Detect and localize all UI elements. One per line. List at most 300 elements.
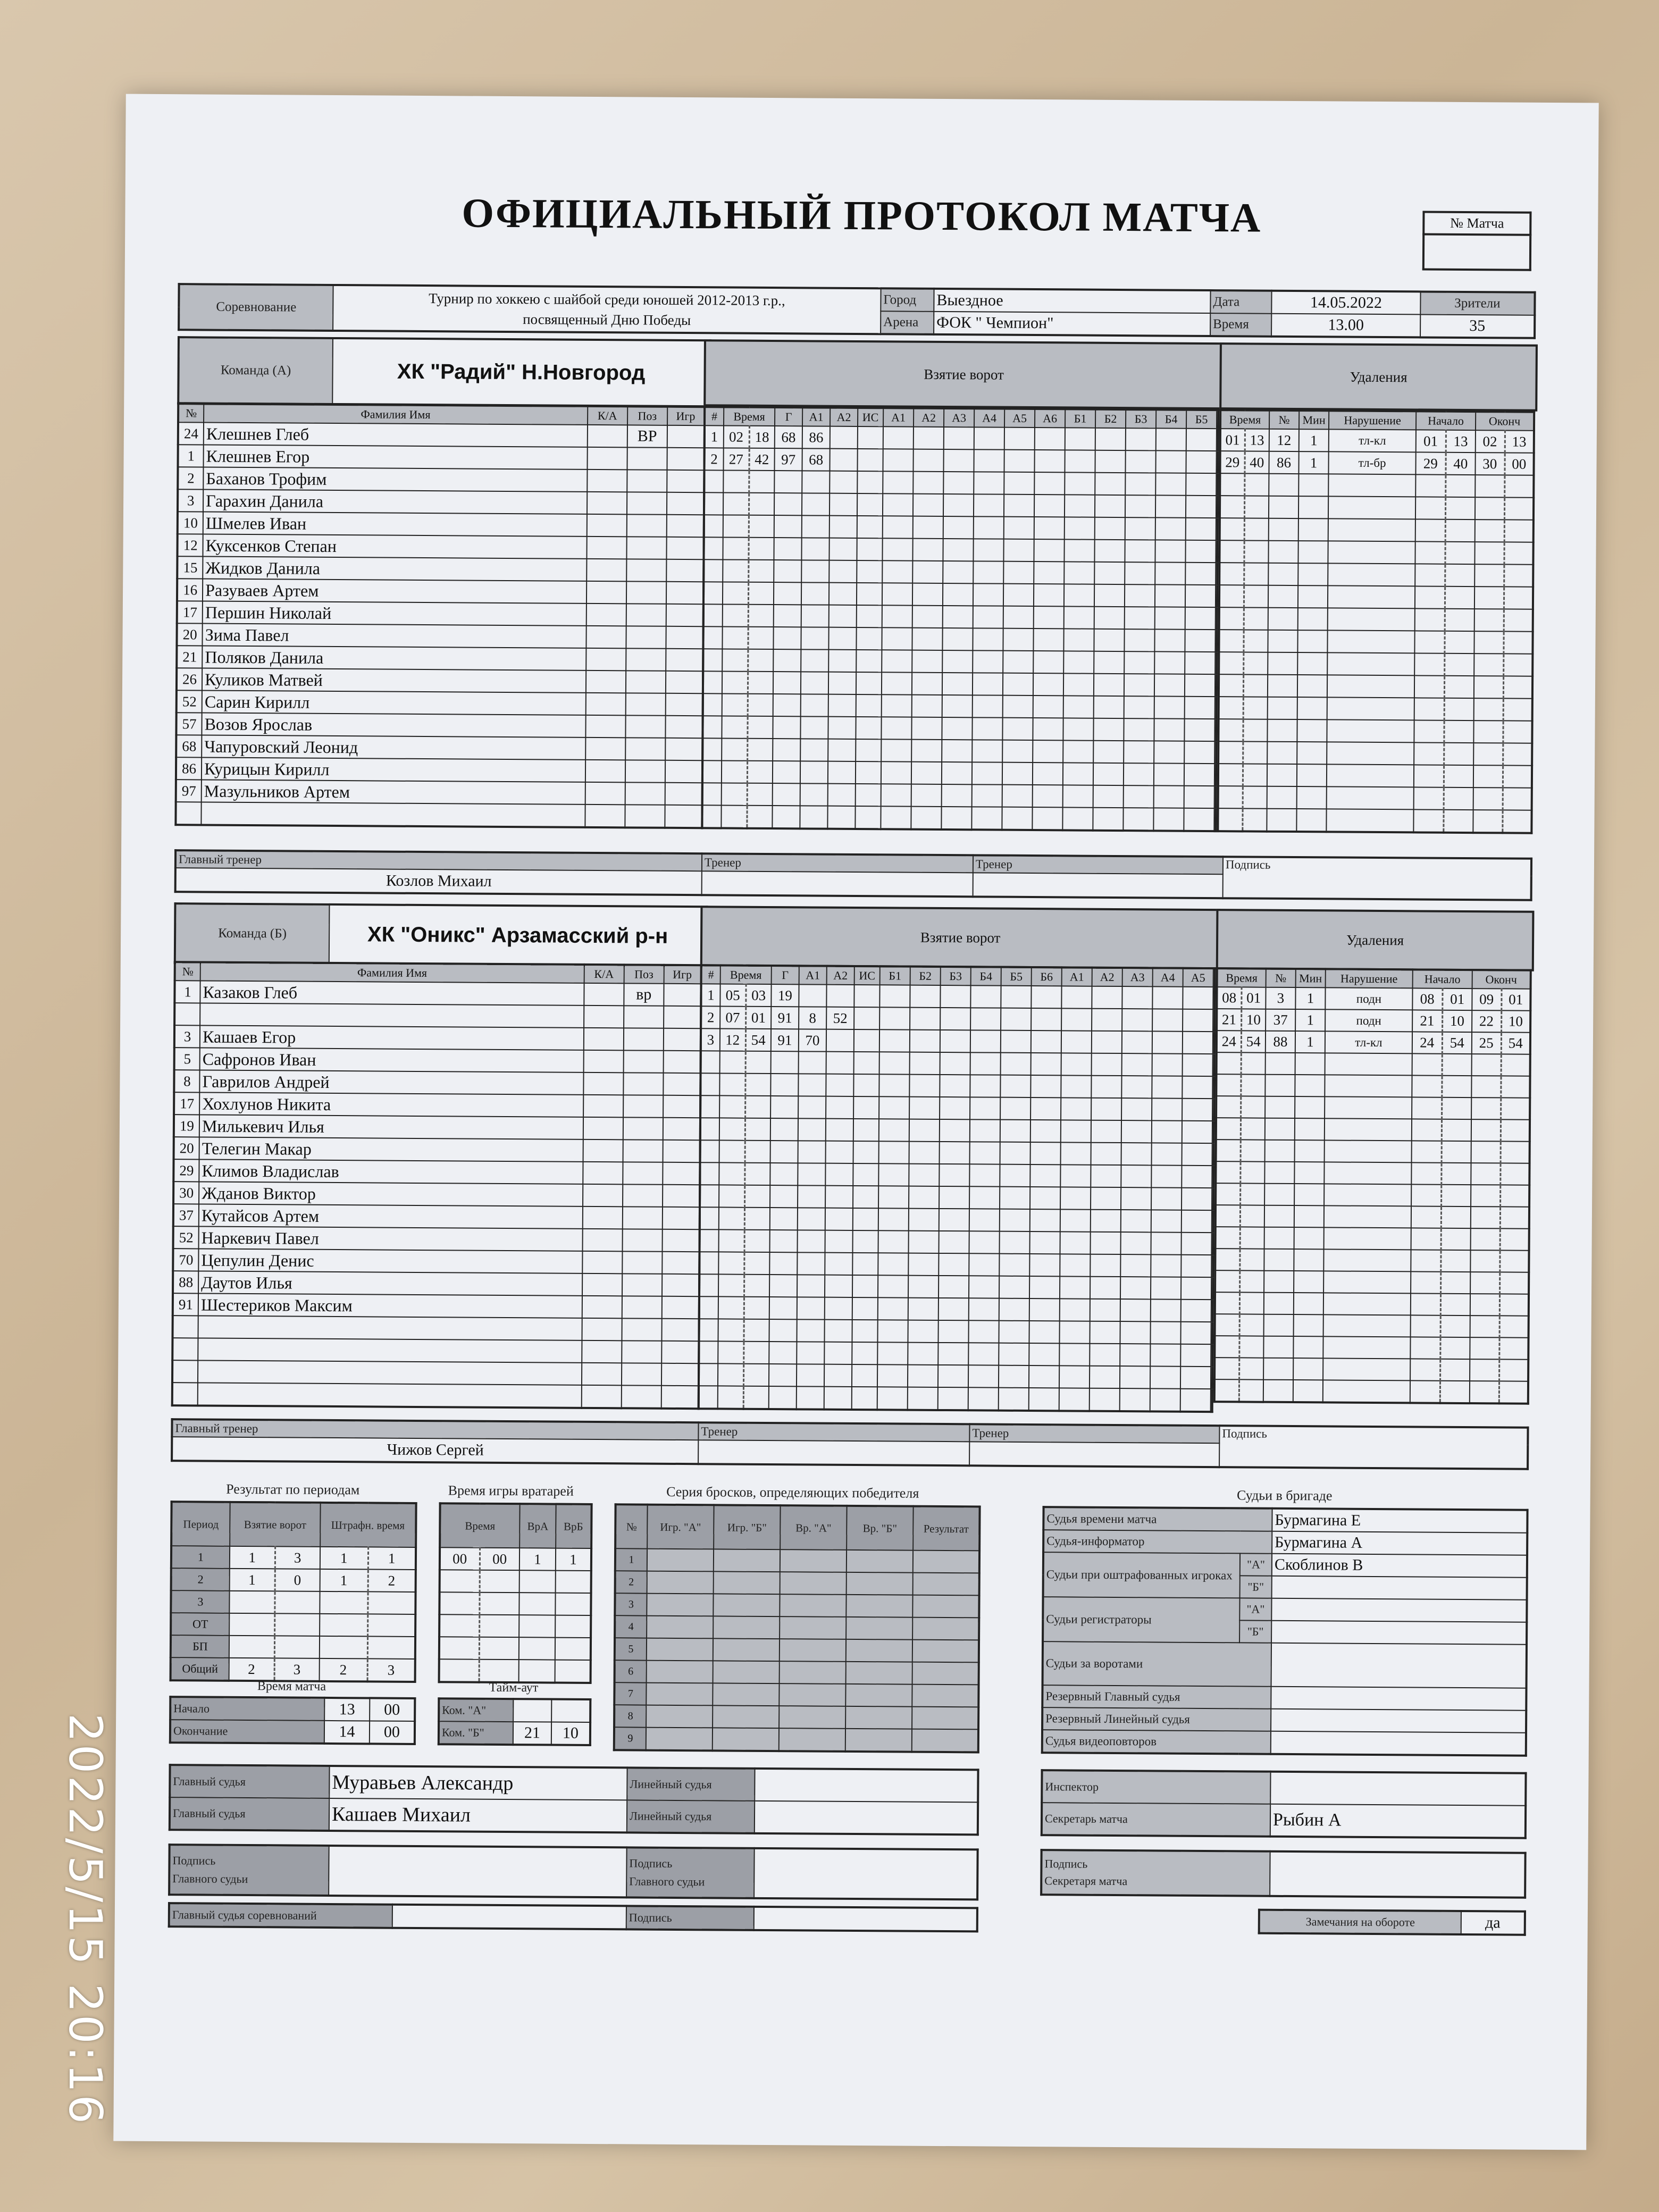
time-value: 13.00 bbox=[1271, 314, 1420, 338]
player-position bbox=[626, 604, 666, 626]
penalty-foul bbox=[1323, 1358, 1410, 1380]
player-position bbox=[623, 1139, 663, 1162]
goal-cell bbox=[1002, 785, 1033, 807]
penalty-e2 bbox=[1499, 1381, 1528, 1403]
goal-cell bbox=[1000, 1187, 1030, 1209]
shootout-cell bbox=[714, 1549, 780, 1572]
goal-n bbox=[702, 738, 722, 760]
table-row bbox=[1219, 563, 1533, 587]
goal-a1 bbox=[798, 1096, 826, 1118]
penalty-ss bbox=[1244, 607, 1268, 630]
penalty-s1 bbox=[1411, 1162, 1441, 1184]
goal-cell bbox=[1003, 606, 1034, 629]
shootout-cell bbox=[779, 1683, 845, 1706]
player-name bbox=[200, 1003, 584, 1027]
player-played bbox=[667, 448, 704, 470]
penalty-e1 bbox=[1470, 1250, 1499, 1272]
team-b-coach-label: Тренер bbox=[698, 1422, 969, 1442]
goal-cell bbox=[1152, 1143, 1182, 1165]
player-ka bbox=[583, 1073, 623, 1095]
penalty-min bbox=[1297, 786, 1327, 809]
team-a-head-coach: Козлов Михаил bbox=[175, 868, 702, 895]
goal-cell bbox=[912, 650, 942, 673]
goal-g bbox=[773, 649, 801, 672]
goal-cell bbox=[1004, 428, 1035, 450]
penalty-no: 88 bbox=[1266, 1031, 1295, 1053]
penalty-e1 bbox=[1471, 1141, 1501, 1163]
goal-n bbox=[703, 626, 722, 649]
goal-cell bbox=[973, 539, 1003, 561]
penalty-foul: тл-кл bbox=[1329, 429, 1416, 452]
goal-a2 bbox=[828, 761, 856, 784]
player-ka bbox=[583, 1050, 623, 1073]
table-row bbox=[699, 1252, 1213, 1277]
team-b-penalties-table bbox=[1213, 967, 1532, 1405]
match-end-h: 14 bbox=[324, 1721, 370, 1744]
penalty-no bbox=[1269, 496, 1298, 518]
goal-n bbox=[702, 716, 722, 738]
penalty-no bbox=[1267, 786, 1297, 809]
penalty-no bbox=[1268, 675, 1297, 697]
goal-cell bbox=[942, 628, 973, 650]
penalty-no bbox=[1268, 697, 1297, 719]
penalty-header-4: Начало bbox=[1413, 969, 1472, 988]
match-time-table bbox=[169, 1696, 416, 1745]
goal-mm bbox=[718, 1319, 743, 1341]
goal-cell bbox=[1125, 607, 1155, 629]
goal-a1 bbox=[801, 649, 828, 672]
goal-cell bbox=[910, 1008, 940, 1030]
table-row bbox=[175, 802, 702, 828]
goal-header-6: Б1 bbox=[880, 966, 910, 985]
player-number: 68 bbox=[176, 735, 202, 757]
goal-cell bbox=[1002, 807, 1032, 830]
goalie-min bbox=[439, 1637, 479, 1659]
penalty-s2: 54 bbox=[1442, 1032, 1472, 1054]
goal-cell bbox=[1060, 1187, 1091, 1209]
penalty-e1 bbox=[1471, 1076, 1501, 1097]
team-a-coach bbox=[702, 871, 973, 896]
goal-ss bbox=[748, 605, 774, 627]
goal-cell bbox=[1121, 1232, 1151, 1254]
penalty-mm bbox=[1215, 1314, 1239, 1336]
goal-cell bbox=[1185, 652, 1215, 674]
goal-cell bbox=[1030, 1164, 1060, 1187]
table-row bbox=[174, 1048, 701, 1073]
penalty-foul bbox=[1325, 1075, 1412, 1097]
table-row bbox=[615, 1593, 979, 1618]
goal-cell bbox=[1063, 629, 1094, 651]
line-ref-1 bbox=[755, 1769, 978, 1803]
penalty-no bbox=[1264, 1205, 1294, 1227]
table-row bbox=[1217, 1030, 1530, 1054]
goal-cell bbox=[1063, 763, 1093, 785]
goal-cell bbox=[1152, 986, 1183, 1009]
penalty-e1 bbox=[1474, 564, 1504, 586]
roster-header-0: № bbox=[175, 962, 200, 981]
penalty-header-3: Нарушение bbox=[1326, 969, 1413, 988]
player-position bbox=[622, 1318, 661, 1340]
player-played bbox=[663, 1207, 700, 1229]
player-name: Зима Павел bbox=[203, 623, 586, 648]
table-row bbox=[700, 1140, 1214, 1166]
goal-a2 bbox=[828, 694, 856, 717]
penalty-e1 bbox=[1472, 1054, 1501, 1076]
goal-a2 bbox=[826, 985, 854, 1007]
goal-cell bbox=[1033, 629, 1063, 651]
goal-cell bbox=[999, 1254, 1029, 1276]
table-row bbox=[704, 448, 1218, 473]
penalty-e2: 00 bbox=[1504, 453, 1534, 475]
goal-cell bbox=[1034, 606, 1064, 629]
penalty-e1 bbox=[1470, 1337, 1499, 1359]
player-name: Поляков Данила bbox=[202, 646, 586, 670]
goal-a2 bbox=[825, 1230, 853, 1253]
team-b-sign-label: Подпись bbox=[1219, 1426, 1528, 1469]
goal-cell bbox=[1151, 1299, 1181, 1321]
goal-cell bbox=[1029, 1321, 1059, 1343]
penalty-min bbox=[1297, 675, 1327, 697]
goal-cell bbox=[1186, 518, 1216, 540]
goal-cell bbox=[857, 560, 882, 583]
penalty-ss: 01 bbox=[1241, 987, 1266, 1009]
goal-header-7: Б2 bbox=[910, 967, 941, 985]
goal-g: 91 bbox=[771, 1029, 799, 1051]
penalty-s1 bbox=[1412, 1075, 1442, 1097]
goal-cell bbox=[909, 1097, 940, 1119]
shootout-cell bbox=[647, 1616, 713, 1639]
goal-cell bbox=[882, 650, 912, 672]
shootout-cell bbox=[780, 1549, 847, 1572]
goal-g bbox=[769, 1252, 797, 1275]
goal-ss: 03 bbox=[745, 984, 771, 1007]
penalty-mm bbox=[1215, 1270, 1239, 1292]
shootout-table bbox=[613, 1503, 981, 1753]
player-position bbox=[627, 492, 667, 514]
goal-g bbox=[770, 1096, 798, 1118]
team-b-coach2 bbox=[969, 1442, 1219, 1467]
shootout-cell bbox=[713, 1594, 780, 1616]
goal-n bbox=[701, 1051, 720, 1073]
player-number: 2 bbox=[178, 467, 203, 489]
penalty-foul bbox=[1328, 518, 1415, 541]
goal-n bbox=[700, 1185, 719, 1207]
date-value: 14.05.2022 bbox=[1271, 291, 1420, 315]
table-row bbox=[171, 1635, 415, 1659]
player-name: Казаков Глеб bbox=[200, 981, 584, 1005]
goal-cell bbox=[942, 740, 972, 762]
goal-mm bbox=[718, 1274, 744, 1296]
goal-cell bbox=[883, 516, 913, 538]
goal-cell bbox=[1155, 540, 1185, 562]
penalty-s2 bbox=[1440, 1381, 1470, 1403]
goal-header-15: А4 bbox=[1153, 968, 1183, 986]
goalie-sec bbox=[479, 1660, 519, 1682]
goal-cell bbox=[1061, 1008, 1092, 1030]
goal-n bbox=[703, 693, 722, 716]
match-no-label: № Матча bbox=[1423, 212, 1530, 234]
table-row bbox=[615, 1571, 979, 1595]
player-name: Телегин Макар bbox=[199, 1137, 583, 1161]
penalty-s1 bbox=[1411, 1184, 1441, 1206]
player-position bbox=[625, 738, 665, 760]
goal-ss bbox=[748, 538, 774, 560]
goal-cell bbox=[1125, 495, 1155, 517]
goal-a2 bbox=[824, 1320, 852, 1342]
goal-a2 bbox=[828, 627, 856, 650]
goal-cell bbox=[881, 784, 911, 806]
penalty-s1 bbox=[1412, 1053, 1442, 1075]
table-row bbox=[1219, 652, 1532, 676]
goal-cell bbox=[1059, 1365, 1090, 1388]
goal-cell bbox=[940, 1075, 970, 1097]
penalty-s1 bbox=[1412, 1141, 1442, 1162]
player-played bbox=[664, 1006, 701, 1028]
city-value: Выездное bbox=[934, 289, 1210, 313]
goal-cell bbox=[908, 1253, 939, 1276]
goal-cell bbox=[1121, 1143, 1152, 1165]
photo-timestamp bbox=[56, 1686, 114, 2154]
player-position: вр bbox=[624, 983, 664, 1006]
penalty-ss bbox=[1239, 1270, 1264, 1292]
goal-mm bbox=[718, 1386, 743, 1409]
goal-n bbox=[700, 1207, 719, 1229]
goal-n: 1 bbox=[705, 425, 724, 448]
goal-cell bbox=[856, 650, 882, 672]
goal-n: 3 bbox=[701, 1028, 720, 1051]
sign-main-2 bbox=[754, 1848, 978, 1900]
goal-cell bbox=[1063, 696, 1094, 718]
table-row bbox=[615, 1615, 979, 1640]
table-row bbox=[703, 582, 1217, 607]
penalty-e2 bbox=[1503, 676, 1532, 698]
goal-cell bbox=[999, 1388, 1029, 1411]
penalty-min bbox=[1293, 1380, 1323, 1402]
period-g2 bbox=[274, 1636, 320, 1658]
goal-cell bbox=[911, 762, 942, 784]
roster-header-2: К/А bbox=[588, 406, 627, 425]
period-s2 bbox=[367, 1591, 415, 1614]
penalty-e2 bbox=[1500, 1206, 1529, 1228]
player-name: Курицын Кирилл bbox=[202, 757, 585, 782]
goal-cell bbox=[1155, 450, 1186, 473]
player-position bbox=[626, 648, 666, 671]
shootout-cell bbox=[647, 1661, 713, 1683]
spectators-label: Зрители bbox=[1420, 291, 1535, 315]
goal-cell bbox=[852, 1364, 877, 1387]
goal-a1 bbox=[801, 582, 829, 605]
goal-mm bbox=[723, 559, 748, 582]
player-ka bbox=[585, 715, 625, 738]
goal-cell bbox=[1182, 1233, 1212, 1255]
player-ka bbox=[587, 492, 627, 514]
player-ka bbox=[583, 1117, 623, 1139]
goal-mm bbox=[722, 626, 748, 649]
goal-cell bbox=[878, 1186, 909, 1208]
goal-cell bbox=[1182, 1188, 1212, 1210]
goal-a1 bbox=[797, 1252, 825, 1275]
penalty-foul bbox=[1327, 675, 1414, 698]
penalty-ss bbox=[1243, 674, 1268, 697]
goal-cell bbox=[1121, 1076, 1152, 1098]
sign-main-label-4: Главного судьи bbox=[629, 1874, 705, 1889]
goal-cell bbox=[1065, 495, 1095, 517]
goal-cell bbox=[1093, 718, 1124, 741]
shootout-cell bbox=[913, 1573, 979, 1596]
goal-cell bbox=[939, 1186, 969, 1209]
goal-a1 bbox=[802, 515, 830, 538]
table-row bbox=[614, 1705, 978, 1729]
goal-mm bbox=[722, 738, 747, 760]
goal-a1 bbox=[797, 1342, 824, 1364]
roster-header-2: К/А bbox=[584, 965, 624, 983]
goal-cell bbox=[883, 493, 913, 516]
match-start-label: Начало bbox=[170, 1697, 324, 1721]
shootout-cell bbox=[845, 1706, 912, 1729]
shootout-cell bbox=[846, 1662, 912, 1685]
shootout-cell bbox=[845, 1684, 912, 1707]
goal-cell bbox=[1121, 1210, 1151, 1232]
team-a-coach2 bbox=[973, 873, 1223, 898]
goal-cell bbox=[882, 694, 912, 717]
goal-cell bbox=[856, 784, 881, 806]
inspector-table bbox=[1041, 1769, 1527, 1839]
goal-cell bbox=[1181, 1300, 1211, 1322]
goal-cell bbox=[1184, 764, 1214, 786]
table-row bbox=[178, 489, 704, 515]
penalty-e2 bbox=[1500, 1228, 1529, 1250]
goal-cell bbox=[940, 1008, 970, 1030]
goal-ss bbox=[743, 1364, 769, 1386]
team-a-header bbox=[177, 336, 711, 407]
goal-g bbox=[769, 1364, 797, 1386]
table-row bbox=[702, 783, 1216, 808]
goal-cell bbox=[1035, 428, 1065, 450]
period-s1: 1 bbox=[320, 1547, 368, 1570]
player-number: 17 bbox=[174, 1092, 199, 1115]
goal-cell bbox=[1124, 629, 1154, 651]
table-row bbox=[174, 1003, 701, 1028]
penalty-s2 bbox=[1444, 720, 1473, 743]
goal-cell bbox=[1094, 584, 1125, 607]
player-ka bbox=[582, 1340, 622, 1363]
goal-g bbox=[773, 739, 800, 761]
table-row bbox=[701, 1028, 1214, 1054]
goal-g bbox=[774, 605, 801, 627]
arena-label: Арена bbox=[881, 311, 934, 334]
penalty-ss bbox=[1242, 808, 1267, 831]
player-position: ВР bbox=[627, 425, 667, 447]
goalie-a bbox=[519, 1637, 555, 1660]
goal-a1 bbox=[798, 1185, 825, 1208]
penalty-mm bbox=[1216, 1139, 1241, 1161]
penalty-min bbox=[1298, 496, 1328, 518]
penalty-e2 bbox=[1504, 475, 1534, 497]
table-row bbox=[701, 1006, 1214, 1032]
goal-a2 bbox=[830, 449, 857, 471]
goal-cell bbox=[974, 494, 1004, 516]
penalty-no bbox=[1264, 1227, 1294, 1249]
player-played bbox=[667, 470, 704, 492]
period-name: 3 bbox=[171, 1590, 229, 1613]
goal-n bbox=[702, 783, 722, 805]
penalty-s1: 21 bbox=[1412, 1010, 1442, 1032]
penalty-e2 bbox=[1504, 609, 1533, 631]
table-row bbox=[177, 668, 703, 693]
goal-cell bbox=[878, 1275, 908, 1297]
goal-header-12: Б1 bbox=[1065, 409, 1095, 428]
goal-cell bbox=[971, 807, 1002, 830]
penalty-e1: 02 bbox=[1476, 430, 1505, 453]
goal-cell bbox=[910, 1030, 940, 1052]
goal-n bbox=[700, 1162, 719, 1185]
goal-mm bbox=[722, 716, 747, 738]
goal-g bbox=[773, 694, 801, 716]
shootout-cell bbox=[647, 1571, 714, 1594]
player-position bbox=[622, 1273, 662, 1296]
penalty-e1 bbox=[1473, 765, 1503, 787]
timeout-a-label: Ком. "А" bbox=[439, 1698, 513, 1722]
player-position bbox=[626, 514, 666, 537]
penalty-s2 bbox=[1441, 1206, 1471, 1228]
goal-cell bbox=[877, 1320, 908, 1342]
penalty-e1: 09 bbox=[1472, 988, 1501, 1010]
goal-a1 bbox=[798, 1163, 825, 1185]
table-row bbox=[1220, 496, 1534, 520]
goal-ss bbox=[748, 694, 773, 716]
referees-title: Судьи в бригаде bbox=[1236, 1487, 1333, 1504]
goal-cell bbox=[853, 1141, 879, 1163]
goal-cell bbox=[1182, 1121, 1212, 1143]
penalty-e2 bbox=[1499, 1337, 1528, 1359]
penalty-e2 bbox=[1504, 564, 1533, 586]
goal-cell bbox=[1154, 785, 1184, 808]
penalty-mm bbox=[1220, 473, 1244, 496]
shootout-no: 8 bbox=[614, 1705, 646, 1727]
player-position bbox=[624, 1028, 664, 1050]
goal-cell bbox=[908, 1298, 939, 1320]
goal-cell bbox=[942, 695, 973, 717]
goal-ss bbox=[747, 806, 772, 828]
goal-cell bbox=[1185, 630, 1215, 652]
goal-g bbox=[769, 1319, 797, 1342]
goal-cell bbox=[969, 1298, 999, 1320]
goal-cell bbox=[857, 449, 883, 471]
goal-mm bbox=[723, 492, 749, 515]
match-no-value bbox=[1423, 234, 1530, 270]
goal-mm bbox=[722, 649, 748, 671]
penalty-ss bbox=[1239, 1249, 1264, 1270]
goal-cell bbox=[879, 1052, 910, 1074]
table-row bbox=[1219, 540, 1533, 565]
penalty-ss bbox=[1244, 563, 1268, 585]
goal-cell bbox=[1186, 451, 1216, 473]
goal-header-2: Г bbox=[772, 966, 799, 984]
goal-cell bbox=[854, 1007, 879, 1029]
goal-cell bbox=[968, 1365, 999, 1387]
player-played bbox=[662, 1274, 699, 1296]
goal-cell bbox=[1093, 741, 1124, 763]
goal-ss bbox=[745, 1096, 770, 1118]
roster-header-3: Поз bbox=[627, 406, 667, 425]
goal-cell bbox=[1059, 1388, 1090, 1411]
goal-cell bbox=[852, 1387, 877, 1410]
goal-cell bbox=[909, 1186, 939, 1209]
penalty-s2 bbox=[1445, 475, 1475, 497]
goal-cell bbox=[1091, 1098, 1121, 1120]
goal-header-15: Б4 bbox=[1156, 409, 1186, 428]
goal-cell bbox=[1030, 1120, 1061, 1142]
